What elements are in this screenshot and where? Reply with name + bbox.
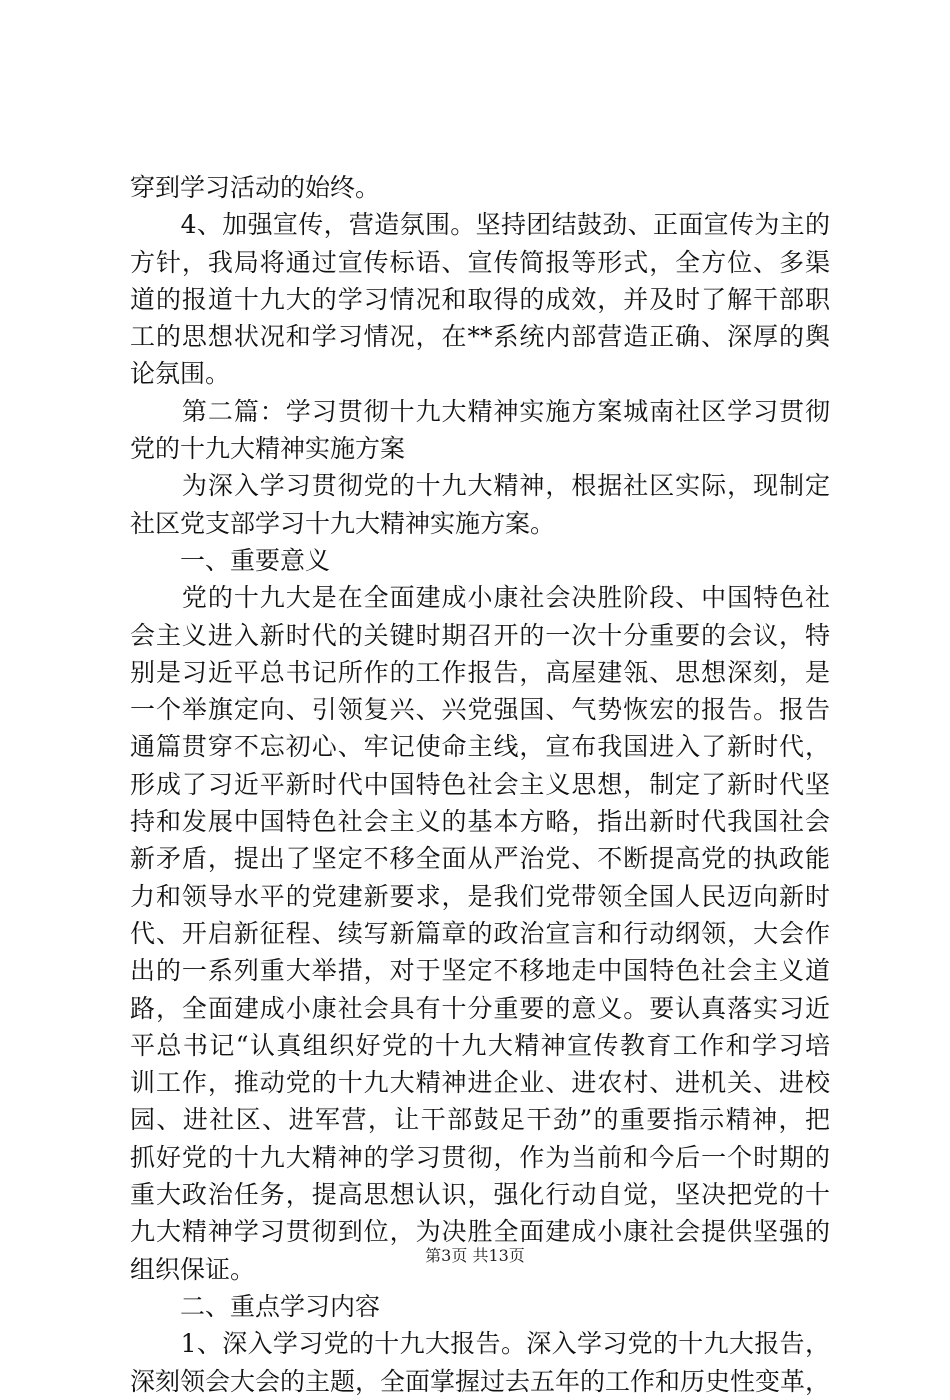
text-line: 组织保证。 [130,1254,256,1284]
text-line: 重大政治任务，提高思想认识，强化行动自觉，坚决把党的十 [130,1180,830,1210]
text-line: 一个举旗定向、引领复兴、兴党强国、气势恢宏的报告。报告 [130,695,830,725]
text-line: 为深入学习贯彻党的十九大精神，根据社区实际，现制定 [130,471,830,501]
text-line: 一、重要意义 [130,545,331,575]
text-line: 持和发展中国特色社会主义的基本方略，指出新时代我国社会 [130,807,830,837]
text-line: 形成了习近平新时代中国特色社会主义思想，制定了新时代坚 [130,769,830,799]
document-body [130,169,830,1400]
text-line: 抓好党的十九大精神的学习贯彻，作为当前和今后一个时期的 [130,1142,830,1172]
text-line: 九大精神学习贯彻到位，为决胜全面建成小康社会提供坚强的 [130,1217,830,1247]
text-line: 代、开启新征程、续写新篇章的政治宣言和行动纲领，大会作 [130,918,830,948]
text-line: 方针，我局将通过宣传标语、宣传简报等形式，全方位、多渠 [130,247,830,277]
text-line: 训工作，推动党的十九大精神进企业、进农村、进机关、进校 [130,1068,830,1098]
text-line: 穿到学习活动的始终。 [130,173,381,202]
text-line: 第二篇：学习贯彻十九大精神实施方案城南社区学习贯彻 [130,396,830,426]
text-line: 出的一系列重大举措，对于坚定不移地走中国特色社会主义道 [130,956,830,986]
text-line: 别是习近平总书记所作的工作报告，高屋建瓴、思想深刻，是 [130,657,830,687]
page-number-footer: 第3页 共13页 [425,1246,525,1265]
text-line: 园、进社区、进军营，让干部鼓足干劲”的重要指示精神，把 [130,1105,830,1135]
text-line: 深刻领会大会的主题，全面掌握过去五年的工作和历史性变革， [130,1366,830,1396]
text-line: 4、加强宣传，营造氛围。坚持团结鼓劲、正面宣传为主的 [130,210,830,240]
text-line: 工的思想状况和学习情况，在**系统内部营造正确、深厚的舆 [130,322,830,352]
text-line: 社区党支部学习十九大精神实施方案。 [130,508,556,538]
text-line: 党的十九大是在全面建成小康社会决胜阶段、中国特色社 [130,583,830,613]
text-line: 路，全面建成小康社会具有十分重要的意义。要认真落实习近 [130,993,830,1023]
text-line: 党的十九大精神实施方案 [130,434,406,464]
text-line: 道的报道十九大的学习情况和取得的成效，并及时了解干部职 [130,284,830,314]
text-line: 力和领导水平的党建新要求，是我们党带领全国人民迈向新时 [130,881,830,911]
text-line: 1、深入学习党的十九大报告。深入学习党的十九大报告， [130,1329,830,1359]
text-line: 平总书记“认真组织好党的十九大精神宣传教育工作和学习培 [130,1030,830,1060]
text-line: 论氛围。 [130,359,231,389]
text-line: 新矛盾，提出了坚定不移全面从严治党、不断提高党的执政能 [130,844,830,874]
text-line: 二、重点学习内容 [130,1291,381,1321]
text-line: 会主义进入新时代的关键时期召开的一次十分重要的会议，特 [130,620,830,650]
text-line: 通篇贯穿不忘初心、牢记使命主线，宣布我国进入了新时代， [130,732,830,762]
